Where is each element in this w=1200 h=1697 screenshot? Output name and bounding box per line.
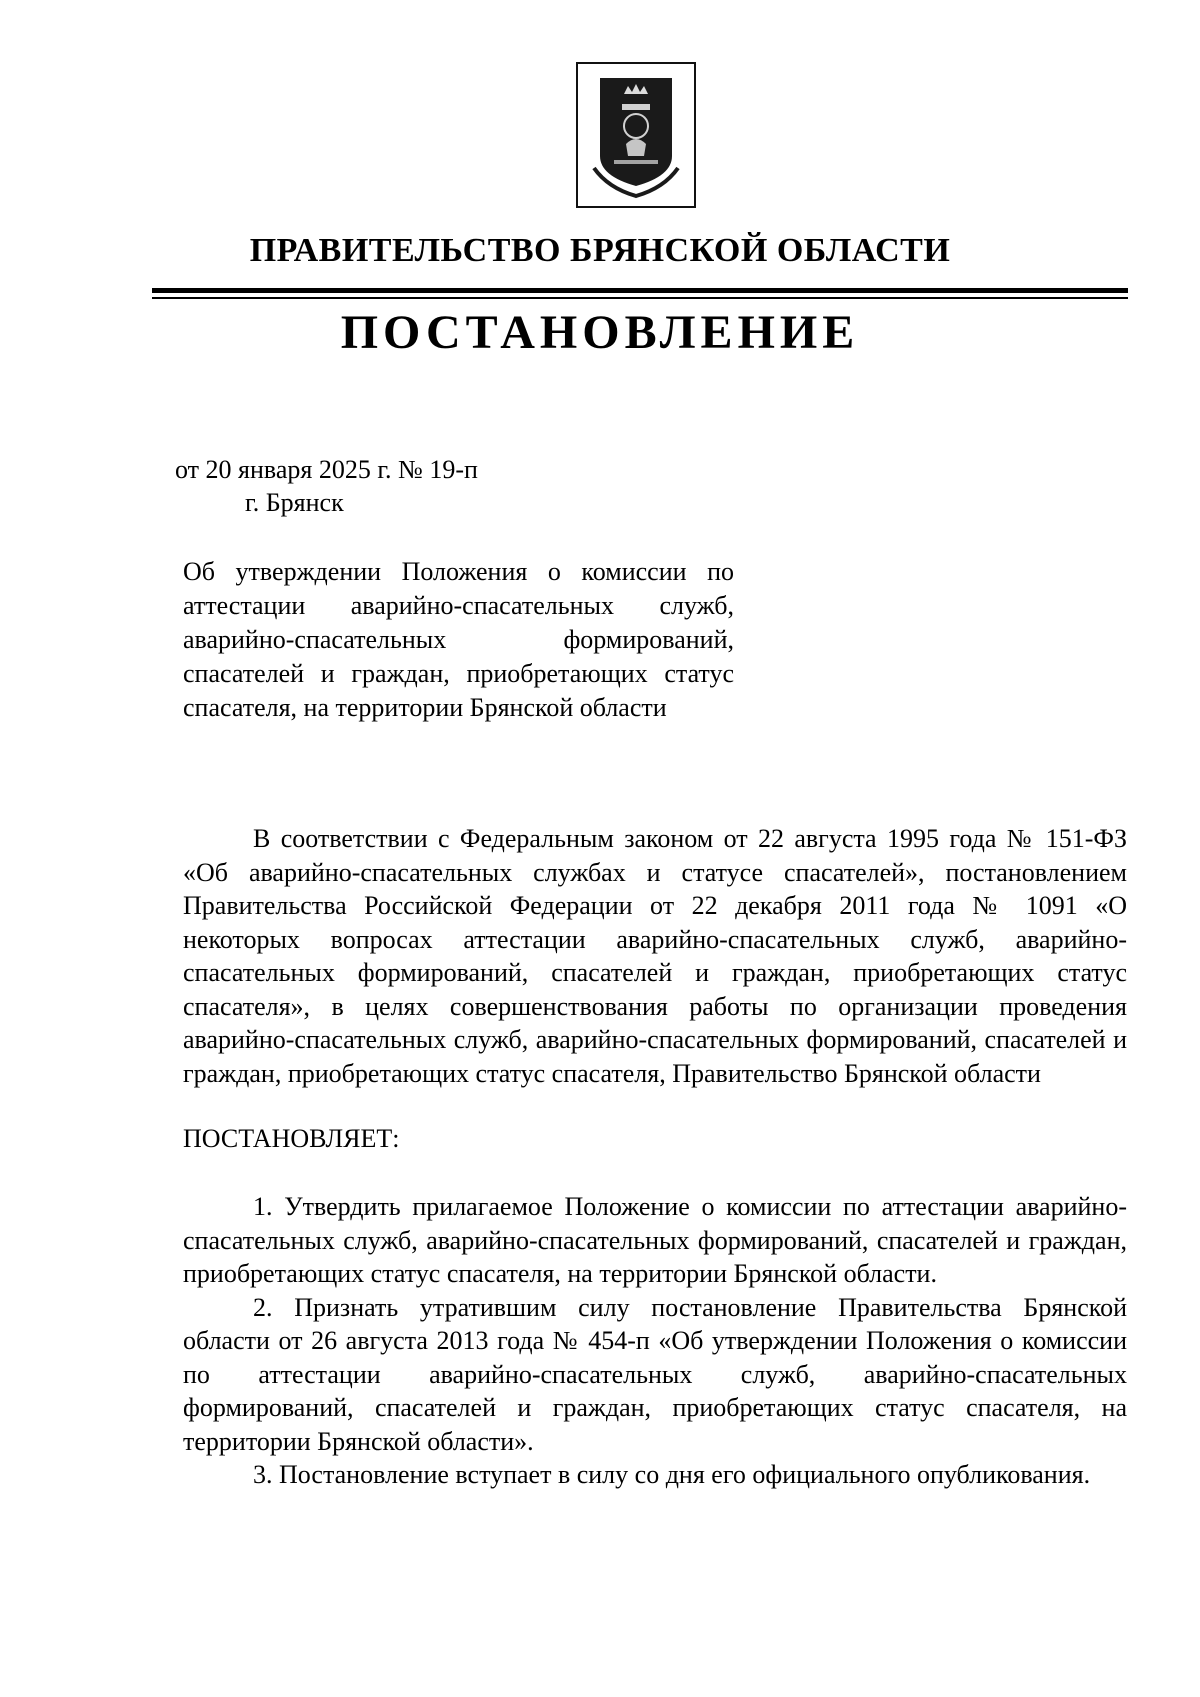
header-divider-thick [152,288,1128,293]
resolution-items [183,1190,1127,1492]
coat-of-arms-icon [578,64,694,206]
header-divider-thin [152,297,1128,299]
subject-text: Об утверждении Положения о комиссии по аттестации аварийно-спасательных служб, аварийно-спасательных формирований, спасателей и граждан, приобретающих статус спасателя, на территории Брянской области [183,557,734,722]
preamble [183,822,1127,1090]
resolution-item-3: 3. Постановление вступает в силу со дня его официального опубликования. [253,1460,1091,1489]
coat-of-arms-emblem [576,62,696,208]
resolution-item-1: 1. Утвердить прилагаемое Положение о комиссии по аттестации аварийно-спасательных служб, аварийно-спасательных формирований, спасателей и граждан, приобретающих статус спасателя, на территории Брянской области. [183,1192,1127,1288]
resolution-item-2: 2. Признать утратившим силу постановление Правительства Брянской области от 26 августа 2013 года № 454-п «Об утверждении Положения о комиссии по аттестации аварийно-спасательных служб, аварийно-спасательных формирований, спасателей и граждан, приобретающих статус спасателя, на территории Брянской области». [183,1292,1127,1456]
date-and-number: от 20 января 2025 г. № 19-п [175,455,478,484]
resolves-word: ПОСТАНОВЛЯЕТ: [183,1124,400,1153]
document-type-title: ПОСТАНОВЛЕНИЕ [340,306,860,359]
government-title: ПРАВИТЕЛЬСТВО БРЯНСКОЙ ОБЛАСТИ [249,232,951,269]
preamble-text: В соответствии с Федеральным законом от 22 августа 1995 года № 151-ФЗ «Об аварийно-спасательных службах и статусе спасателей», постановлением Правительства Российской Федерации от 22 декабря 2011 года № 1091 «О некоторых вопросах аттестации аварийно-спасательных служб, аварийно-спасательных формирований, спасателей и граждан, приобретающих статус спасателя», в целях совершенствования работы по организации проведения аварийно-спасательных служб, аварийно-спасательных формирований, спасателей и граждан, приобретающих статус спасателя, Правительство Брянской области [183,824,1127,1088]
city: г. Брянск [245,488,344,517]
document-subject [183,555,734,725]
